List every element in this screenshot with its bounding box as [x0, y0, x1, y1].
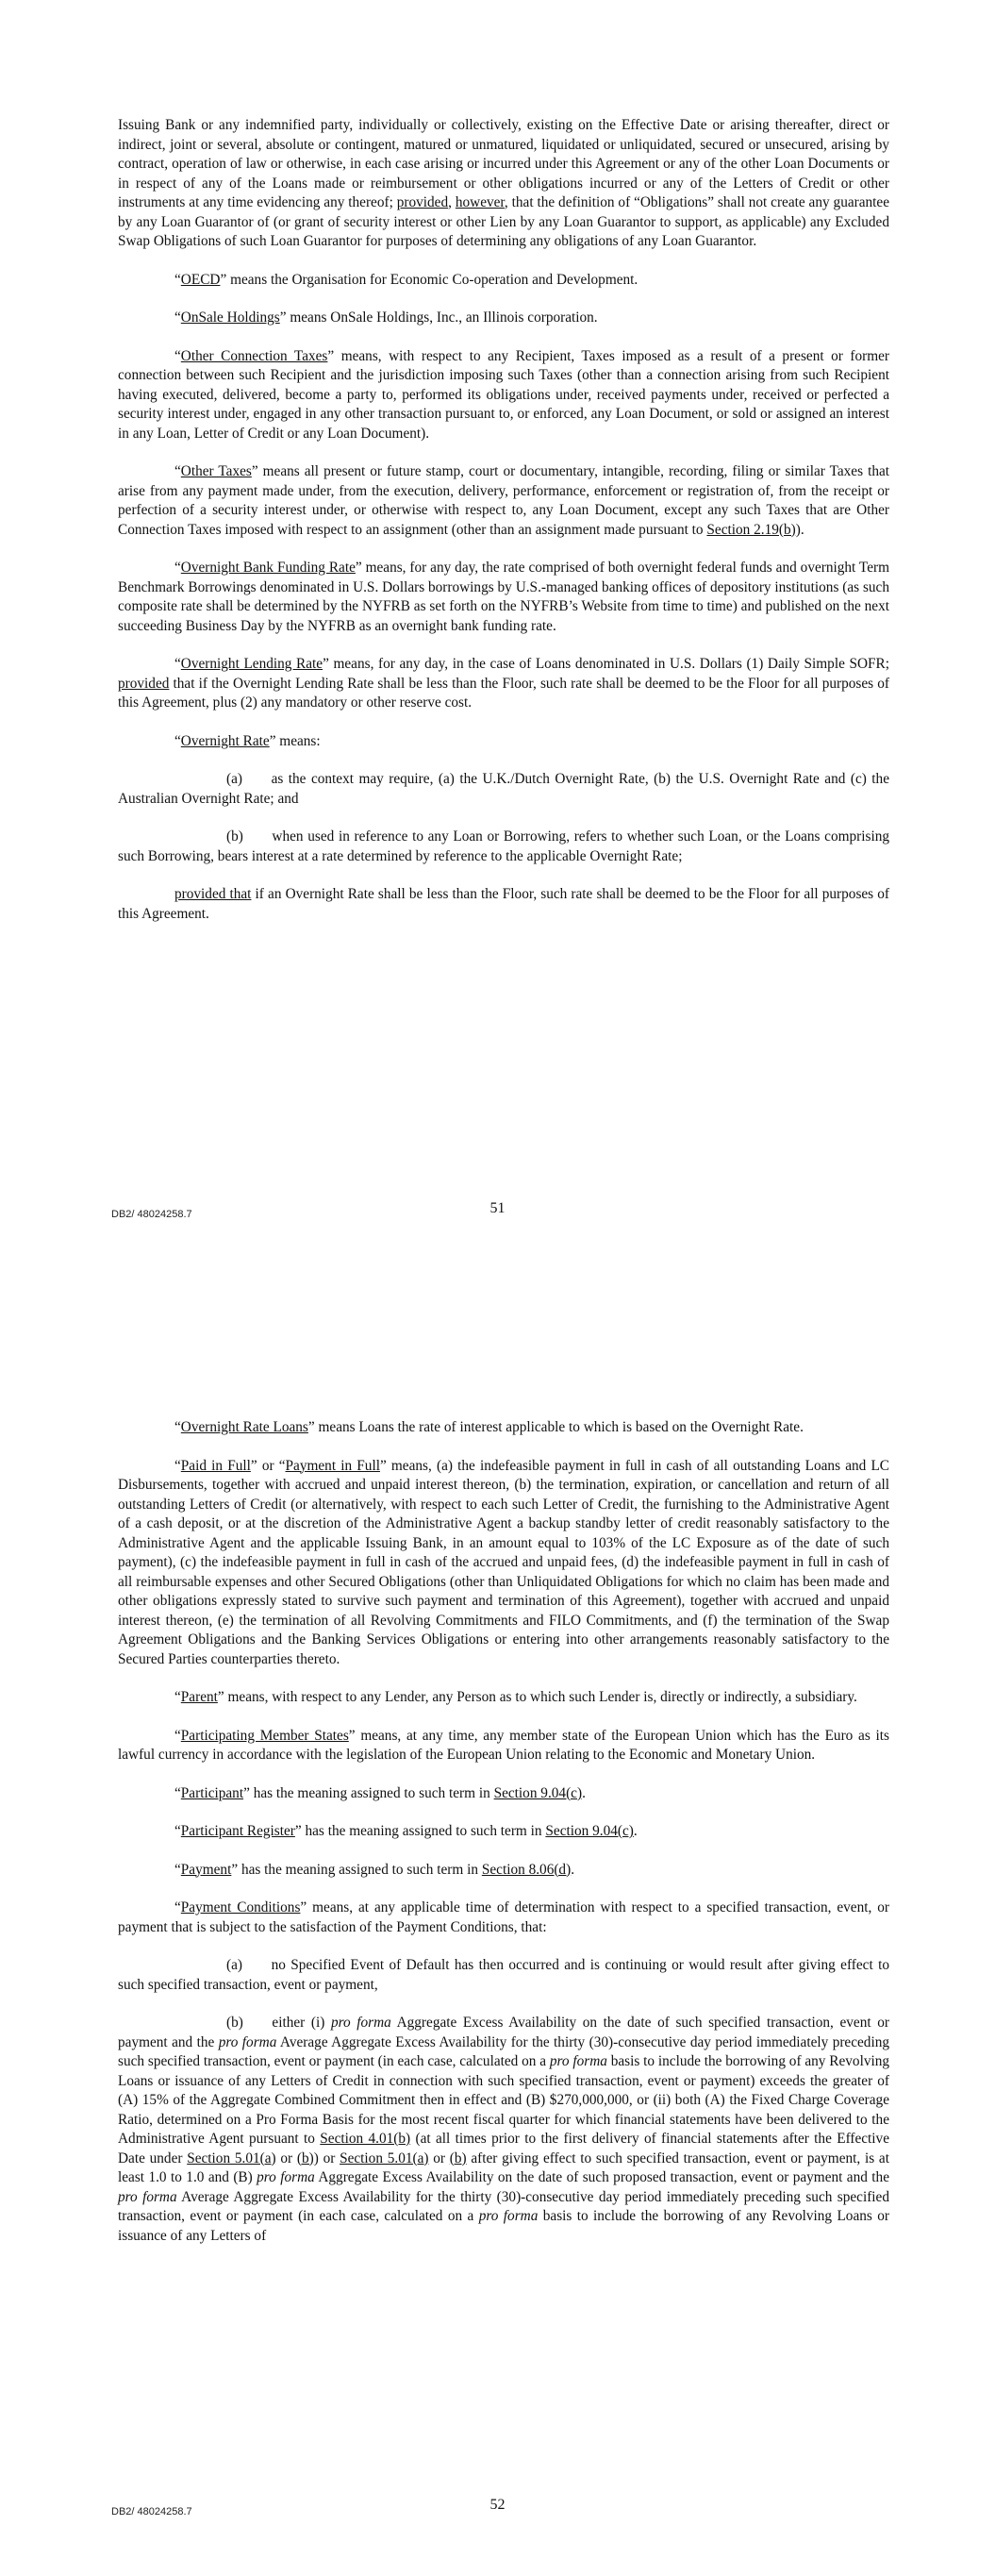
page-number: 52: [489, 2497, 506, 2513]
section-ref: Section 2.19(b): [706, 521, 796, 538]
definition-participant: “Participant” has the meaning assigned to such term in Section 9.04(c).: [174, 1784, 586, 1801]
obligations-continuation: Issuing Bank or any indemnified party, individually or collectively, existing on the Effective Date or arising thereafter, direct or indirect, joint or several, absolute or contingent, matured or unmatured, liquidated or unliquidated, secured or unsecured, arising by contract, operation of law or otherwise, in each case arising or incurred under this Agreement or any of the other Loan Documents or in respect of any of the Loans made or reimbursement or other obligations incurred or any of the Letters of Credit or other instruments at any time evidencing any thereof; provided, however, that the definition of “Obligations” shall not create any guarantee by any Loan Guarantor of (or grant of security interest or other Lien by any Loan Guarantor to support, as applicable) any Excluded Swap Obligations of such Loan Guarantor for purposes of determining any obligations of any Loan Guarantor.: [118, 117, 889, 249]
payment-conditions-clause-b: (b) either (i) pro forma Aggregate Excess Availability on the date of such specified transaction, event or payment and the pro forma Average Aggregate Excess Availability for the thirty (30)-consecutive day period immediately preceding such specified transaction, event or payment (in each case, calculated on a pro forma basis to include the borrowing of any Revolving Loans or issuance of any Letters of Credit in connection with such specified transaction, event or payment) exceeds the greater of (A) 15% of the Aggregate Combined Commitment then in effect and (B) $270,000,000, or (ii) both (A) the Fixed Charge Coverage Ratio, determined on a Pro Forma Basis for the most recent fiscal quarter for which financial statements have been delivered to the Administrative Agent pursuant to Section 4.01(b) (at all times prior to the first delivery of financial statements after the Effective Date under Section 5.01(a) or (b)) or Section 5.01(a) or (b) after giving effect to such specified transaction, event or payment, is at least 1.0 to 1.0 and (B) pro forma Aggregate Excess Availability on the date of such proposed transaction, event or payment and the pro forma Average Aggregate Excess Availability for the thirty (30)-consecutive day period immediately preceding such specified transaction, event or payment (in each case, calculated on a pro forma basis to include the borrowing of any Revolving Loans or issuance of any Letters of: [118, 2015, 890, 2244]
definition-oecd: “OECD” means the Organisation for Economic Co-operation and Development.: [174, 271, 638, 288]
page-52: [0, 1288, 995, 2576]
definition-participating-member-states: “Participating Member States” means, at any time, any member state of the European Union which has the Euro as its lawful currency in accordance with the legislation of the European Union relating to the Economic and Monetary Union.: [118, 1727, 889, 1763]
overnight-rate-clause-a: (a) as the context may require, (a) the U.K./Dutch Overnight Rate, (b) the U.S. Overnight Rate and (c) the Australian Overnight Rate; and: [118, 771, 889, 807]
definition-overnight-lending-rate: “Overnight Lending Rate” means, for any day, in the case of Loans denominated in U.S. Dollars (1) Daily Simple SOFR; provided that if the Overnight Lending Rate shall be less than the Floor, such rate shall be deemed to be the Floor for all purposes of this Agreement, plus (2) any mandatory or other reserve cost.: [118, 656, 889, 711]
page-51-body: [118, 116, 889, 943]
definition-payment-conditions: “Payment Conditions” means, at any applicable time of determination with respect to a specified transaction, event, or payment that is subject to the satisfaction of the Payment Conditions, that:: [118, 1899, 889, 1935]
definition-overnight-rate: “Overnight Rate” means:: [174, 732, 321, 749]
definition-parent: “Parent” means, with respect to any Lender, any Person as to which such Lender is, directly or indirectly, a subsidiary.: [174, 1689, 857, 1705]
definition-overnight-rate-loans: “Overnight Rate Loans” means Loans the rate of interest applicable to which is based on the Overnight Rate.: [174, 1419, 804, 1435]
page-number: 51: [489, 1200, 506, 1216]
footer-doc-id: DB2/ 48024258.7: [111, 1209, 192, 1220]
footer-doc-id: DB2/ 48024258.7: [111, 2506, 192, 2517]
definition-payment: “Payment” has the meaning assigned to such term in Section 8.06(d).: [174, 1861, 575, 1878]
definition-participant-register: “Participant Register” has the meaning assigned to such term in Section 9.04(c).: [174, 1823, 638, 1839]
definition-overnight-bank-funding-rate: “Overnight Bank Funding Rate” means, for any day, the rate comprised of both overnight federal funds and overnight Term Benchmark Borrowings denominated in U.S. Dollars borrowings by U.S.-managed banking offices of depository institutions (as such composite rate shall be determined by the NYFRB as set forth on the NYFRB’s Website from time to time) and published on the next succeeding Business Day by the NYFRB as an overnight bank funding rate.: [118, 560, 889, 634]
definition-other-taxes: “Other Taxes” means all present or future stamp, court or documentary, intangible, recording, filing or similar Taxes that arise from any payment made under, from the execution, delivery, performance, enforcement or registration of, from the receipt or perfection of a security interest under, or otherwise with respect to, any Loan Document, except any such Taxes that are Other Connection Taxes imposed with respect to an assignment (other than an assignment made pursuant to Section 2.19(b)).: [118, 463, 890, 538]
definition-other-connection-taxes: “Other Connection Taxes” means, with respect to any Recipient, Taxes imposed as a result of a present or former connection between such Recipient and the jurisdiction imposing such Taxes (other than a connection arising from such Recipient having executed, delivered, become a party to, performed its obligations under, received payments under, received or perfected a security interest under, engaged in any other transaction pursuant to, or enforced, any Loan Document, or sold or assigned an interest in any Loan, Letter of Credit or any Loan Document).: [118, 347, 889, 442]
overnight-rate-proviso: provided that if an Overnight Rate shall be less than the Floor, such rate shall be deemed to be the Floor for all purposes of this Agreement.: [118, 886, 889, 922]
payment-conditions-clause-a: (a) no Specified Event of Default has then occurred and is continuing or would result after giving effect to such specified transaction, event or payment,: [118, 1957, 889, 1993]
overnight-rate-clause-b: (b) when used in reference to any Loan or Borrowing, refers to whether such Loan, or the Loans comprising such Borrowing, bears interest at a rate determined by reference to the applicable Overnight Rate;: [118, 828, 889, 864]
page-52-body: [118, 1418, 889, 2265]
definition-paid-in-full: “Paid in Full” or “Payment in Full” means, (a) the indefeasible payment in full in cash of all outstanding Loans and LC Disbursements, together with accrued and unpaid interest thereon, (b) the termination, expiration, or cancellation and return of all outstanding Letters of Credit (or alternatively, with respect to each such Letter of Credit, the furnishing to the Administrative Agent of a cash deposit, or at the discretion of the Administrative Agent a backup standby letter of credit reasonably satisfactory to the Administrative Agent and the applicable Issuing Bank, in an amount equal to 103% of the LC Exposure as of the date of such payment), (c) the indefeasible payment in full in cash of the accrued and unpaid fees, (d) the indefeasible payment in full in cash of all reimbursable expenses and other Secured Obligations (other than Unliquidated Obligations for which no claim has been made and other obligations expressly stated to survive such payment and termination of this Agreement), together with accrued and unpaid interest thereon, (e) the termination of all Revolving Commitments and FILO Commitments, and (f) the termination of the Swap Agreement Obligations and the Banking Services Obligations or entering into other arrangements reasonably satisfactory to the Secured Parties counterparties thereto.: [118, 1457, 889, 1667]
definition-onsale-holdings: “OnSale Holdings” means OnSale Holdings, Inc., an Illinois corporation.: [174, 309, 598, 326]
